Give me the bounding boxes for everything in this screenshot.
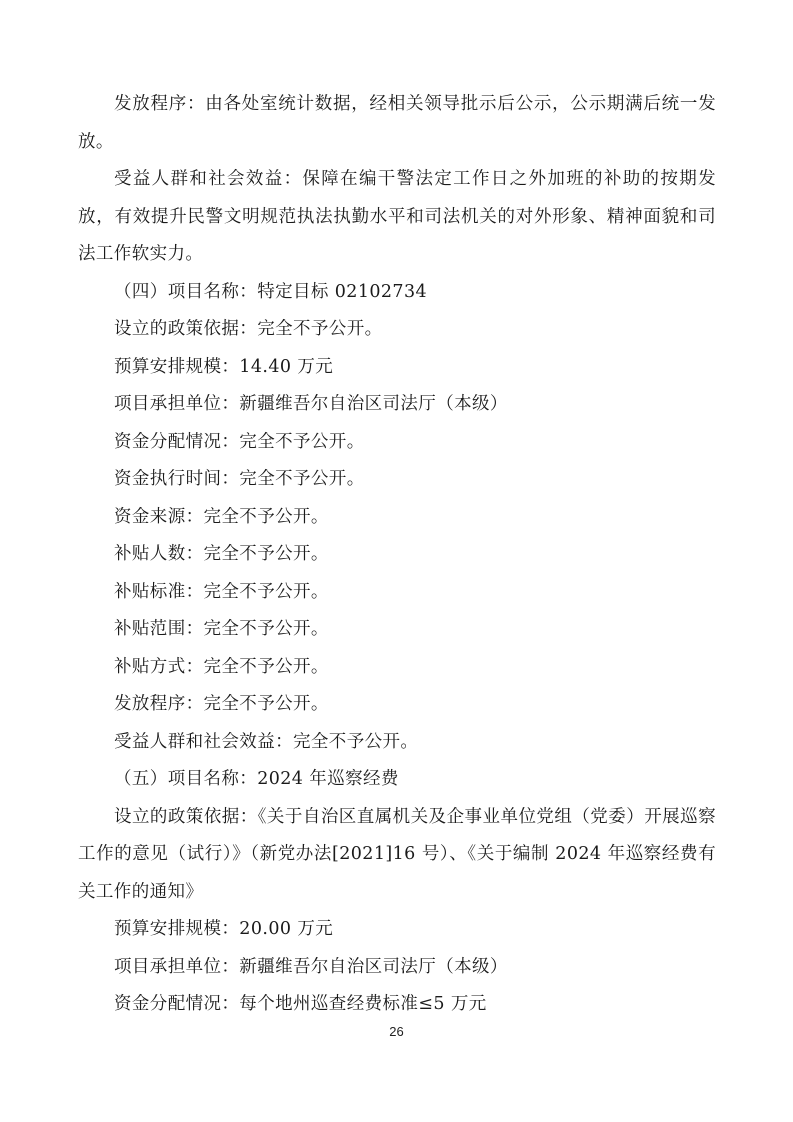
project-5-undertaking-unit: 项目承担单位：新疆维吾尔自治区司法厅（本级）: [114, 956, 508, 977]
project-4-subsidy-standard: 补贴标准：完全不予公开。: [114, 581, 329, 602]
project-4-undertaking-unit: 项目承担单位：新疆维吾尔自治区司法厅（本级）: [114, 394, 508, 414]
project-4-distribution-procedure: 发放程序：完全不予公开。: [114, 694, 329, 714]
project-4-policy-basis: 设立的政策依据：完全不予公开。: [114, 319, 383, 339]
project-4-subsidy-method: 补贴方式：完全不予公开。: [114, 656, 329, 677]
paragraph-distribution-procedure: 发放程序：由各处室统计数据，经相关领导批示后公示，公示期满后统一发放。: [78, 94, 716, 152]
project-5-heading: （五）项目名称：2024 年巡察经费: [114, 769, 399, 789]
project-5-fund-allocation: 资金分配情况：每个地州巡查经费标准≤5 万元: [114, 994, 487, 1014]
project-4-beneficiaries: 受益人群和社会效益：完全不予公开。: [114, 731, 419, 752]
project-4-fund-source: 资金来源：完全不予公开。: [114, 506, 329, 527]
project-4-budget-scale: 预算安排规模：14.40 万元: [114, 356, 334, 377]
project-5-policy-basis: 设立的政策依据：《关于自治区直属机关及企事业单位党组（党委）开展巡察工作的意见（试行）》（新党办法[2021]16 号）、《关于编制 2024 年巡察经费有关工作的通知》: [78, 806, 716, 902]
paragraph-beneficiaries-social-benefit: 受益人群和社会效益：保障在编干警法定工作日之外加班的补助的按期发放，有效提升民警文明规范执法执勤水平和司法机关的对外形象、精神面貌和司法工作软实力。: [78, 169, 716, 264]
project-4-subsidy-scope: 补贴范围：完全不予公开。: [114, 619, 329, 639]
project-4-execution-time: 资金执行时间：完全不予公开。: [114, 469, 365, 489]
project-4-fund-allocation: 资金分配情况：完全不予公开。: [114, 431, 365, 452]
project-4-heading: （四）项目名称：特定目标 02102734: [114, 281, 428, 302]
project-5-budget-scale: 预算安排规模：20.00 万元: [114, 919, 334, 939]
page-number: 26: [389, 1024, 404, 1039]
document-body: [78, 86, 716, 1024]
project-4-subsidy-count: 补贴人数：完全不予公开。: [114, 544, 329, 564]
